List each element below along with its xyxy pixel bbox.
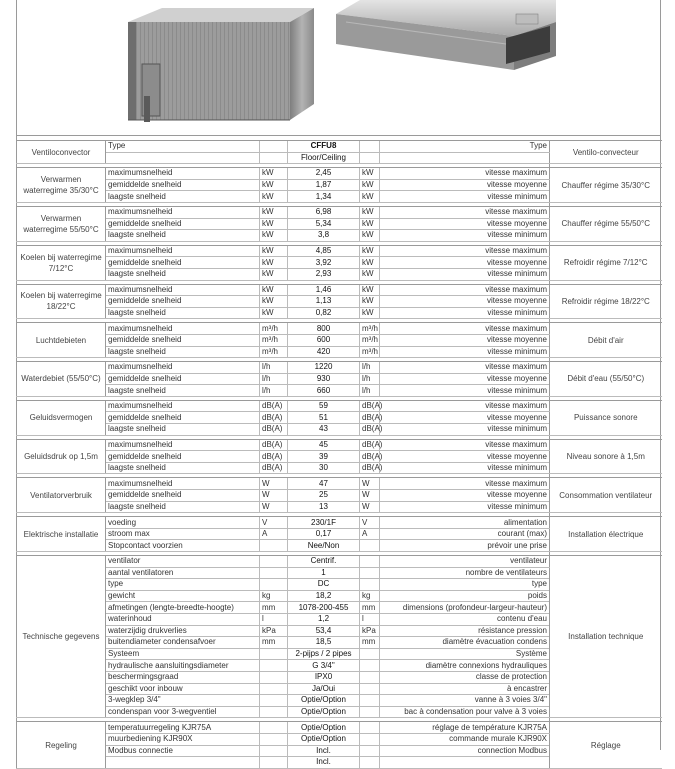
- row-unit: [260, 722, 288, 734]
- row-label-nl: Modbus connectie: [106, 745, 260, 757]
- row-label-fr: classe de protection: [380, 671, 550, 683]
- row-value: 51: [288, 412, 360, 424]
- row-value: 0,17: [288, 528, 360, 540]
- row-label-nl: gemiddelde snelheid: [106, 218, 260, 230]
- row-unit: dB(A): [260, 439, 288, 451]
- row-unit: [260, 733, 288, 745]
- row-label-nl: waterzijdig drukverlies: [106, 625, 260, 637]
- header-label-fr: Ventilo-convecteur: [550, 141, 662, 164]
- group-label-fr: Chauffer régime 35/30°C: [550, 168, 662, 203]
- row-unit-fr: m³/h: [360, 346, 380, 358]
- header-type-fr: Type: [380, 141, 550, 153]
- row-unit-fr: kW: [360, 257, 380, 269]
- row-value: 800: [288, 323, 360, 335]
- product-photos: [16, 0, 661, 136]
- row-label-fr: résistance pression: [380, 625, 550, 637]
- row-value: Ja/Oui: [288, 683, 360, 695]
- row-label-fr: vitesse minimum: [380, 230, 550, 242]
- row-label-fr: vitesse maximum: [380, 206, 550, 218]
- row-label-fr: vitesse moyenne: [380, 257, 550, 269]
- row-unit-fr: [360, 745, 380, 757]
- row-label-fr: à encastrer: [380, 683, 550, 695]
- row-value: 53,4: [288, 625, 360, 637]
- row-unit: kW: [260, 168, 288, 180]
- ducted-unit-photo: [336, 0, 556, 70]
- row-unit: [260, 540, 288, 552]
- row-unit: kW: [260, 257, 288, 269]
- row-value: 230/1F: [288, 517, 360, 529]
- row-unit-fr: [360, 722, 380, 734]
- row-unit: [260, 706, 288, 718]
- row-unit: m³/h: [260, 334, 288, 346]
- row-label-fr: vitesse moyenne: [380, 334, 550, 346]
- row-value: 1078-200-455: [288, 602, 360, 614]
- group-label-fr: Chauffer régime 55/50°C: [550, 206, 662, 241]
- row-label-fr: vitesse maximum: [380, 439, 550, 451]
- row-value: 43: [288, 424, 360, 436]
- row-label-nl: laagste snelheid: [106, 501, 260, 513]
- row-label-nl: Stopcontact voorzien: [106, 540, 260, 552]
- row-label-nl: laagste snelheid: [106, 385, 260, 397]
- row-label-nl: aantal ventilatoren: [106, 567, 260, 579]
- row-unit: kW: [260, 179, 288, 191]
- row-label-nl: ventilator: [106, 556, 260, 568]
- row-unit: dB(A): [260, 424, 288, 436]
- row-label-nl: gewicht: [106, 590, 260, 602]
- row-value: 1,34: [288, 191, 360, 203]
- header-row: [17, 141, 662, 153]
- row-unit-fr: kW: [360, 268, 380, 280]
- spec-row: [17, 362, 662, 374]
- group-label-nl: Regeling: [17, 722, 106, 768]
- group-label-nl: Luchtdebieten: [17, 323, 106, 358]
- row-unit-fr: kW: [360, 218, 380, 230]
- row-unit-fr: [360, 660, 380, 672]
- row-unit-fr: kg: [360, 590, 380, 602]
- row-label-fr: vitesse minimum: [380, 385, 550, 397]
- row-label-fr: Système: [380, 648, 550, 660]
- row-unit: dB(A): [260, 451, 288, 463]
- row-value: 13: [288, 501, 360, 513]
- row-label-nl: gemiddelde snelheid: [106, 490, 260, 502]
- row-unit: mm: [260, 637, 288, 649]
- spec-row: [17, 439, 662, 451]
- row-value: 25: [288, 490, 360, 502]
- row-unit: kg: [260, 590, 288, 602]
- row-value: 2,45: [288, 168, 360, 180]
- row-label-fr: vitesse minimum: [380, 462, 550, 474]
- row-label-nl: laagste snelheid: [106, 346, 260, 358]
- row-label-nl: stroom max: [106, 528, 260, 540]
- row-label-fr: diamètre évacuation condens: [380, 637, 550, 649]
- row-unit: dB(A): [260, 462, 288, 474]
- row-value: 2,93: [288, 268, 360, 280]
- row-label-nl: gemiddelde snelheid: [106, 296, 260, 308]
- row-value: Nee/Non: [288, 540, 360, 552]
- row-label-nl: gemiddelde snelheid: [106, 257, 260, 269]
- row-label-fr: vitesse maximum: [380, 168, 550, 180]
- spec-row: [17, 206, 662, 218]
- spec-row: [17, 517, 662, 529]
- row-label-nl: gemiddelde snelheid: [106, 412, 260, 424]
- row-value: 660: [288, 385, 360, 397]
- row-value: Incl.: [288, 757, 360, 769]
- row-label-fr: vitesse moyenne: [380, 296, 550, 308]
- row-unit-fr: [360, 540, 380, 552]
- row-unit-fr: dB(A): [360, 439, 380, 451]
- group-label-nl: Elektrische installatie: [17, 517, 106, 552]
- row-unit-fr: kW: [360, 191, 380, 203]
- row-unit-fr: mm: [360, 637, 380, 649]
- row-unit-fr: dB(A): [360, 412, 380, 424]
- row-unit: l/h: [260, 362, 288, 374]
- row-label-nl: waterinhoud: [106, 613, 260, 625]
- row-value: Optie/Option: [288, 733, 360, 745]
- row-unit: [260, 579, 288, 591]
- row-unit-fr: dB(A): [360, 462, 380, 474]
- row-unit: [260, 660, 288, 672]
- row-label-fr: vitesse moyenne: [380, 490, 550, 502]
- spec-row: [17, 168, 662, 180]
- row-unit: [260, 567, 288, 579]
- row-label-fr: courant (max): [380, 528, 550, 540]
- row-unit: dB(A): [260, 400, 288, 412]
- row-unit-fr: mm: [360, 602, 380, 614]
- row-unit-fr: W: [360, 490, 380, 502]
- row-label-nl: maximumsnelheid: [106, 245, 260, 257]
- row-unit-fr: kPa: [360, 625, 380, 637]
- row-label-fr: vitesse moyenne: [380, 373, 550, 385]
- row-label-nl: maximumsnelheid: [106, 206, 260, 218]
- spec-row: [17, 323, 662, 335]
- row-unit-fr: [360, 733, 380, 745]
- row-unit: l/h: [260, 385, 288, 397]
- row-unit: [260, 683, 288, 695]
- row-label-fr: vitesse moyenne: [380, 218, 550, 230]
- group-label-nl: Verwarmen waterregime 55/50°C: [17, 206, 106, 241]
- row-label-fr: ventilateur: [380, 556, 550, 568]
- row-unit: mm: [260, 602, 288, 614]
- row-value: IPX0: [288, 671, 360, 683]
- group-label-nl: Waterdebiet (55/50°C): [17, 362, 106, 397]
- group-label-fr: Débit d'air: [550, 323, 662, 358]
- row-label-nl: maximumsnelheid: [106, 323, 260, 335]
- group-label-fr: Réglage: [550, 722, 662, 768]
- row-label-fr: vitesse moyenne: [380, 451, 550, 463]
- row-label-nl: Systeem: [106, 648, 260, 660]
- row-value: Optie/Option: [288, 695, 360, 707]
- row-label-nl: 3-wegklep 3/4": [106, 695, 260, 707]
- row-value: 47: [288, 478, 360, 490]
- row-label-fr: vitesse moyenne: [380, 179, 550, 191]
- row-value: 2-pijps / 2 pipes: [288, 648, 360, 660]
- row-value: 18,5: [288, 637, 360, 649]
- row-unit: [260, 695, 288, 707]
- group-label-fr: Consommation ventilateur: [550, 478, 662, 513]
- row-label-fr: dimensions (profondeur-largeur-hauteur): [380, 602, 550, 614]
- row-unit-fr: l/h: [360, 385, 380, 397]
- row-unit-fr: m³/h: [360, 334, 380, 346]
- row-unit-fr: [360, 579, 380, 591]
- row-unit-fr: [360, 567, 380, 579]
- row-unit: m³/h: [260, 323, 288, 335]
- row-value: 600: [288, 334, 360, 346]
- group-label-nl: Geluidsvermogen: [17, 400, 106, 435]
- row-unit: [260, 556, 288, 568]
- row-label-fr: vitesse maximum: [380, 245, 550, 257]
- row-value: G 3/4": [288, 660, 360, 672]
- row-label-fr: vitesse maximum: [380, 284, 550, 296]
- row-value: 0,82: [288, 307, 360, 319]
- row-unit: kW: [260, 206, 288, 218]
- row-value: 1220: [288, 362, 360, 374]
- row-label-fr: vitesse minimum: [380, 424, 550, 436]
- header-label-nl: Ventiloconvector: [17, 141, 106, 164]
- row-label-nl: gemiddelde snelheid: [106, 334, 260, 346]
- row-value: Optie/Option: [288, 722, 360, 734]
- row-value: 1,13: [288, 296, 360, 308]
- row-label-fr: nombre de ventilateurs: [380, 567, 550, 579]
- row-label-fr: vitesse maximum: [380, 400, 550, 412]
- row-unit-fr: l: [360, 613, 380, 625]
- row-unit: dB(A): [260, 412, 288, 424]
- model-name: CFFU8: [288, 141, 360, 153]
- row-unit-fr: W: [360, 478, 380, 490]
- row-label-nl: laagste snelheid: [106, 268, 260, 280]
- row-unit: W: [260, 501, 288, 513]
- row-label-fr: réglage de température KJR75A: [380, 722, 550, 734]
- row-label-fr: connection Modbus: [380, 745, 550, 757]
- group-label-fr: Installation technique: [550, 556, 662, 718]
- row-unit-fr: kW: [360, 179, 380, 191]
- row-unit: kW: [260, 296, 288, 308]
- row-value: 30: [288, 462, 360, 474]
- row-unit-fr: l/h: [360, 362, 380, 374]
- group-label-nl: Koelen bij waterregime 7/12°C: [17, 245, 106, 280]
- row-unit-fr: dB(A): [360, 451, 380, 463]
- row-label-fr: prévoir une prise: [380, 540, 550, 552]
- row-label-fr: vitesse maximum: [380, 478, 550, 490]
- row-value: DC: [288, 579, 360, 591]
- row-unit-fr: dB(A): [360, 424, 380, 436]
- row-value: 6,98: [288, 206, 360, 218]
- row-value: 420: [288, 346, 360, 358]
- row-unit: kW: [260, 268, 288, 280]
- row-unit: m³/h: [260, 346, 288, 358]
- row-value: Optie/Option: [288, 706, 360, 718]
- row-label-nl: laagste snelheid: [106, 230, 260, 242]
- group-label-nl: Technische gegevens: [17, 556, 106, 718]
- row-unit: kW: [260, 218, 288, 230]
- row-unit: l: [260, 613, 288, 625]
- spec-row: [17, 556, 662, 568]
- row-unit-fr: [360, 757, 380, 769]
- row-unit-fr: kW: [360, 168, 380, 180]
- row-label-nl: maximumsnelheid: [106, 478, 260, 490]
- row-unit: kW: [260, 284, 288, 296]
- row-unit: A: [260, 528, 288, 540]
- spec-row: [17, 722, 662, 734]
- row-unit-fr: m³/h: [360, 323, 380, 335]
- row-unit-fr: [360, 671, 380, 683]
- row-label-nl: laagste snelheid: [106, 424, 260, 436]
- row-unit-fr: kW: [360, 245, 380, 257]
- group-label-fr: Débit d'eau (55/50°C): [550, 362, 662, 397]
- group-label-nl: Koelen bij waterregime 18/22°C: [17, 284, 106, 319]
- row-unit-fr: A: [360, 528, 380, 540]
- row-label-nl: buitendiameter condensafvoer: [106, 637, 260, 649]
- row-unit-fr: kW: [360, 206, 380, 218]
- row-value: 5,34: [288, 218, 360, 230]
- row-value: 59: [288, 400, 360, 412]
- row-label-nl: gemiddelde snelheid: [106, 179, 260, 191]
- row-label-nl: laagste snelheid: [106, 462, 260, 474]
- row-unit-fr: V: [360, 517, 380, 529]
- row-label-nl: maximumsnelheid: [106, 284, 260, 296]
- row-label-nl: gemiddelde snelheid: [106, 373, 260, 385]
- row-unit: W: [260, 490, 288, 502]
- row-label-nl: geschikt voor inbouw: [106, 683, 260, 695]
- row-value: 1: [288, 567, 360, 579]
- row-value: 3,92: [288, 257, 360, 269]
- row-label-fr: diamètre connexions hydrauliques: [380, 660, 550, 672]
- row-label-nl: hydraulische aansluitingsdiameter: [106, 660, 260, 672]
- product-photos-svg: [16, 0, 661, 136]
- model-subtitle: Floor/Ceiling: [288, 152, 360, 164]
- row-label-fr: vanne à 3 voies 3/4": [380, 695, 550, 707]
- row-unit: V: [260, 517, 288, 529]
- row-label-nl: afmetingen (lengte-breedte-hoogte): [106, 602, 260, 614]
- group-label-nl: Ventilatorverbruik: [17, 478, 106, 513]
- row-label-nl: muurbediening KJR90X: [106, 733, 260, 745]
- row-label-fr: type: [380, 579, 550, 591]
- row-unit: W: [260, 478, 288, 490]
- row-unit: kW: [260, 230, 288, 242]
- row-unit-fr: kW: [360, 230, 380, 242]
- group-label-fr: Installation électrique: [550, 517, 662, 552]
- row-unit-fr: W: [360, 501, 380, 513]
- floor-ceiling-unit-photo: [128, 8, 314, 122]
- row-label-fr: bac à condensation pour valve à 3 voies: [380, 706, 550, 718]
- row-unit: [260, 648, 288, 660]
- group-label-nl: Geluidsdruk op 1,5m: [17, 439, 106, 474]
- row-label-nl: beschermingsgraad: [106, 671, 260, 683]
- row-unit-fr: dB(A): [360, 400, 380, 412]
- header-type-nl: Type: [106, 141, 260, 153]
- row-unit: [260, 757, 288, 769]
- row-value: 3,8: [288, 230, 360, 242]
- group-label-fr: Niveau sonore à 1,5m: [550, 439, 662, 474]
- row-unit-fr: [360, 683, 380, 695]
- row-label-fr: poids: [380, 590, 550, 602]
- row-label-nl: laagste snelheid: [106, 307, 260, 319]
- row-label-fr: vitesse maximum: [380, 362, 550, 374]
- group-label-fr: Refroidir régime 18/22°C: [550, 284, 662, 319]
- row-unit-fr: [360, 695, 380, 707]
- row-unit: l/h: [260, 373, 288, 385]
- row-unit: [260, 745, 288, 757]
- row-label-nl: laagste snelheid: [106, 191, 260, 203]
- row-unit-fr: kW: [360, 284, 380, 296]
- spec-row: [17, 245, 662, 257]
- row-unit-fr: kW: [360, 296, 380, 308]
- group-label-nl: Verwarmen waterregime 35/30°C: [17, 168, 106, 203]
- row-value: 18,2: [288, 590, 360, 602]
- row-label-nl: maximumsnelheid: [106, 400, 260, 412]
- row-label-nl: maximumsnelheid: [106, 362, 260, 374]
- row-value: 1,87: [288, 179, 360, 191]
- row-label-fr: commande murale KJR90X: [380, 733, 550, 745]
- row-value: Incl.: [288, 745, 360, 757]
- row-unit: kPa: [260, 625, 288, 637]
- group-label-fr: Puissance sonore: [550, 400, 662, 435]
- row-value: 4,85: [288, 245, 360, 257]
- row-unit-fr: [360, 556, 380, 568]
- spec-row: [17, 478, 662, 490]
- row-label-nl: type: [106, 579, 260, 591]
- row-label-nl: maximumsnelheid: [106, 439, 260, 451]
- row-unit-fr: [360, 648, 380, 660]
- row-value: 1,46: [288, 284, 360, 296]
- row-label-fr: vitesse moyenne: [380, 412, 550, 424]
- row-label-nl: gemiddelde snelheid: [106, 451, 260, 463]
- spec-row: [17, 400, 662, 412]
- row-label-fr: [380, 757, 550, 769]
- row-label-fr: vitesse minimum: [380, 191, 550, 203]
- row-label-fr: alimentation: [380, 517, 550, 529]
- row-unit: [260, 671, 288, 683]
- spec-row: [17, 284, 662, 296]
- row-unit-fr: [360, 706, 380, 718]
- row-unit-fr: kW: [360, 307, 380, 319]
- row-label-fr: vitesse minimum: [380, 307, 550, 319]
- row-value: 930: [288, 373, 360, 385]
- row-unit: kW: [260, 307, 288, 319]
- group-label-fr: Refroidir régime 7/12°C: [550, 245, 662, 280]
- row-label-nl: maximumsnelheid: [106, 168, 260, 180]
- row-label-nl: temperatuurregeling KJR75A: [106, 722, 260, 734]
- row-label-fr: vitesse minimum: [380, 268, 550, 280]
- row-label-nl: condenspan voor 3-wegventiel: [106, 706, 260, 718]
- row-value: 45: [288, 439, 360, 451]
- row-label-nl: voeding: [106, 517, 260, 529]
- row-label-fr: contenu d'eau: [380, 613, 550, 625]
- row-label-fr: vitesse minimum: [380, 501, 550, 513]
- row-value: 39: [288, 451, 360, 463]
- row-value: Centrif.: [288, 556, 360, 568]
- row-label-fr: vitesse minimum: [380, 346, 550, 358]
- row-unit-fr: l/h: [360, 373, 380, 385]
- row-unit: kW: [260, 245, 288, 257]
- row-label-nl: [106, 757, 260, 769]
- row-unit: kW: [260, 191, 288, 203]
- row-value: 1,2: [288, 613, 360, 625]
- row-label-fr: vitesse maximum: [380, 323, 550, 335]
- specification-table: [16, 140, 662, 769]
